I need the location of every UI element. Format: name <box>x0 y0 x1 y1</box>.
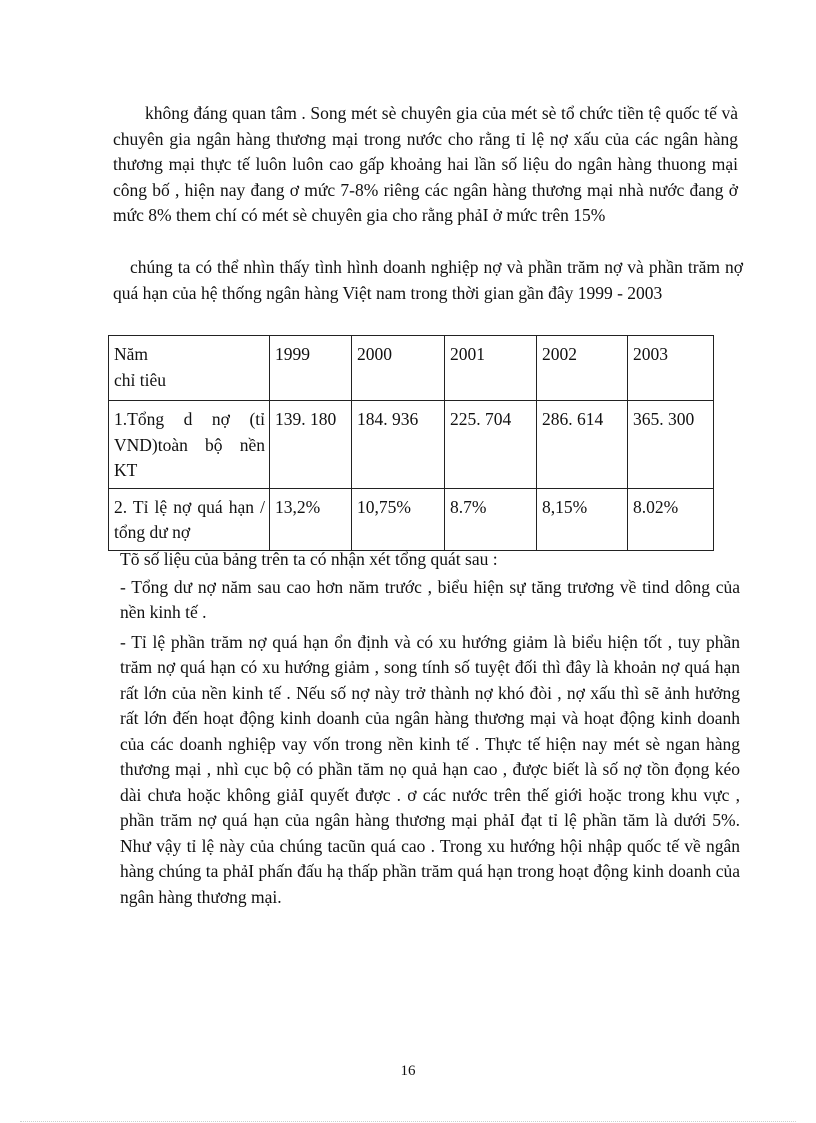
table-cell: 13,2% <box>270 488 352 550</box>
table-cell: 286. 614 <box>537 401 628 489</box>
table-cell: 8.02% <box>628 488 714 550</box>
bullet-total-debt-growth: - Tổng dư nợ năm sau cao hơn năm trước , biểu hiện sự tăng trương về tind dông của nền kinh tế . <box>120 576 740 622</box>
debt-statistics-table <box>108 335 714 551</box>
conclusion-section <box>120 547 740 910</box>
row-label-total-debt: 1.Tổng d nợ (tỉ VND)toàn bộ nền KT <box>109 401 270 489</box>
page-bottom-divider <box>20 1121 796 1122</box>
table-cell: 8.7% <box>445 488 537 550</box>
page-number: 16 <box>400 1063 416 1079</box>
table-cell: 10,75% <box>352 488 445 550</box>
conclusion-intro: Tõ số liệu của bảng trên ta có nhận xét tổng quát sau : <box>120 549 498 569</box>
table-row <box>109 488 714 550</box>
paragraph-table-intro <box>113 255 743 306</box>
paragraph-text: chúng ta có thể nhìn thấy tình hình doanh nghiệp nợ và phần trăm nợ và phần trăm nợ quá hạn của hệ thống ngân hàng Việt nam trong thời gian gần đây 1999 - 2003 <box>113 257 743 303</box>
header-indicator-label: chỉ tiêu <box>114 369 166 390</box>
table-row <box>109 401 714 489</box>
table-cell: 225. 704 <box>445 401 537 489</box>
bullet-overdue-ratio: - Tỉ lệ phần trăm nợ quá hạn ổn định và có xu hướng giảm là biểu hiện tốt , tuy phần trăm nợ quá hạn có xu hướng giảm , song tính số tuyệt đối thì đây là khoản nợ quá hạn rất lớn của nền kinh tế . Nếu số nợ này trở thành nợ khó đòi , nợ xấu thì sẽ ảnh hưởng rất lớn đến hoạt động kinh doanh của ngân hàng thương mại và hoạt động kinh doanh của các doanh nghiệp vay vốn trong nền kinh tế . Thực tế hiện nay mét sè ngan hàng thương mại , nhì cục bộ có phần tăm nọ quả hạn cao , được biết là số nợ tồn đọng kéo dài chưa hoặc không giảI quyết được . ơ các nước trên thế giới hoặc trong khu vực , phần trăm nợ quá hạn của ngân hàng thương mại phảI đạt tỉ lệ phần tăm là dưới 5%. Như vậy tỉ lệ này của chúng tacũn quá cao . Trong xu hướng hội nhập quốc tế về ngân hàng chúng ta phảI phấn đấu hạ thấp phần trăm quá hạn trong hoạt động kinh doanh của ngân hàng thương mại. <box>120 631 740 907</box>
header-year-label: Năm <box>114 344 149 364</box>
row-label-overdue-ratio: 2. Tỉ lệ nợ quá hạn / tổng dư nợ <box>109 488 270 550</box>
table-cell: 184. 936 <box>352 401 445 489</box>
table-cell: 8,15% <box>537 488 628 550</box>
paragraph-text: không đáng quan tâm . Song mét sè chuyên gia của mét sè tổ chức tiền tệ quốc tế và chuyên gia ngân hàng thương mại trong nước cho rằng tỉ lệ nợ xấu của các ngân hàng thương mại thực tế luôn luôn cao gấp khoảng hai lần số liệu do ngân hàng thuong mại công bố , hiện nay đang ơ mức 7-8% riêng các ngân hàng thương mại nhà nước đang ở mức 8% them chí có mét sè chuyên gia cho rằng phảI ở mức trên 15% <box>113 103 738 225</box>
year-header-cell: 2003 <box>628 336 714 401</box>
table-header-row <box>109 336 714 401</box>
year-header-cell: 2002 <box>537 336 628 401</box>
year-header-cell: 2000 <box>352 336 445 401</box>
table-cell: 139. 180 <box>270 401 352 489</box>
table-cell: 365. 300 <box>628 401 714 489</box>
year-header-cell: 1999 <box>270 336 352 401</box>
table-corner-cell <box>109 336 270 401</box>
year-header-cell: 2001 <box>445 336 537 401</box>
paragraph-nonperforming-loans <box>113 101 738 229</box>
